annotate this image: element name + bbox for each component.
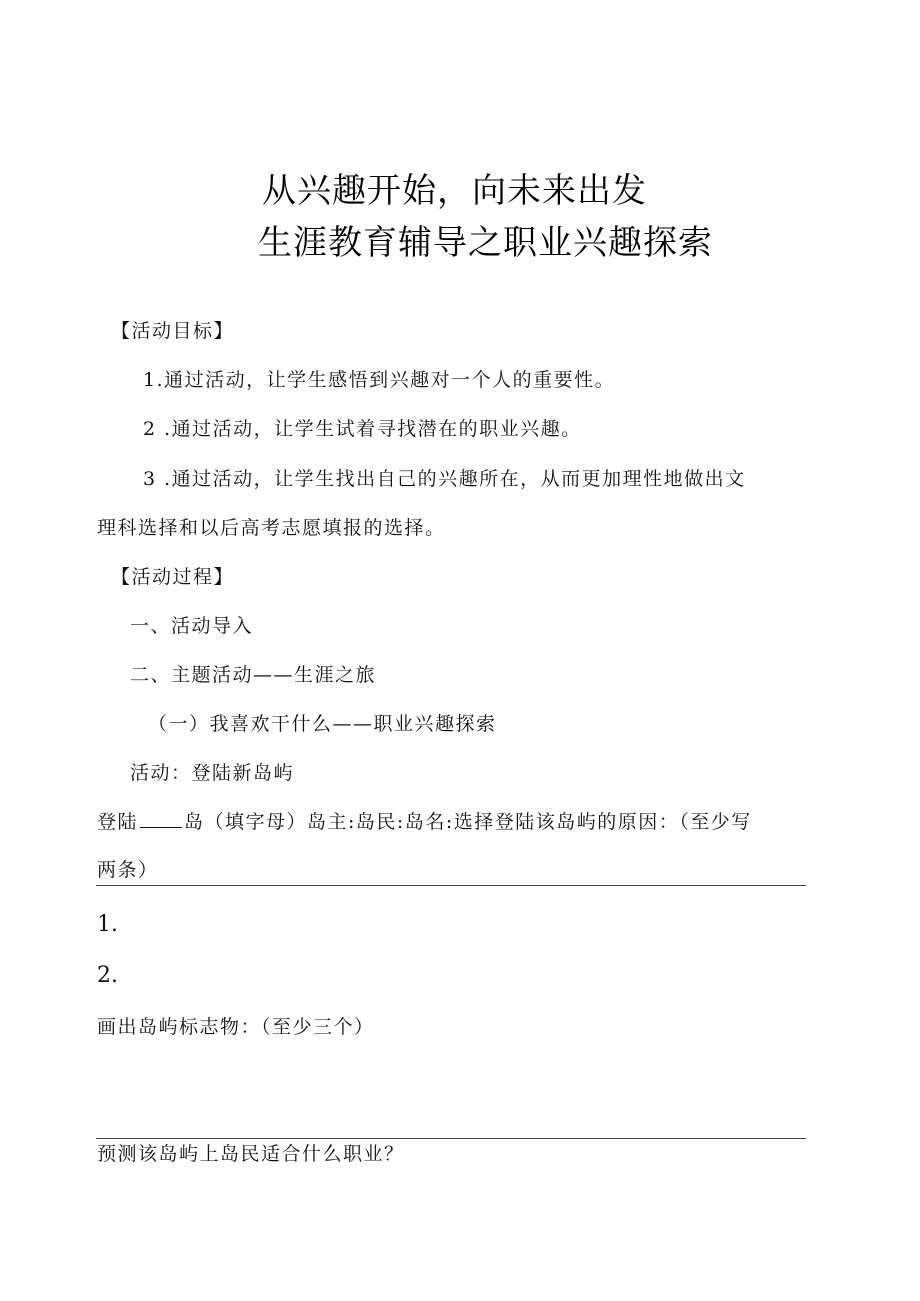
landing-line-continued: 两条） (97, 859, 159, 881)
process-subsection-1: （一）我喜欢干什么——职业兴趣探索 (148, 713, 497, 735)
page-title-line-1: 从兴趣开始，向未来出发 (262, 171, 647, 211)
process-step-1: 一、活动导入 (130, 615, 254, 637)
landing-suffix: 岛（填字母）岛主:岛民:岛名:选择登陆该岛屿的原因：（至少写 (184, 811, 752, 833)
island-letter-blank[interactable] (140, 809, 182, 828)
goal-item-1: 1.通过活动，让学生感悟到兴趣对一个人的重要性。 (143, 369, 616, 391)
reason-2-label: 2. (97, 963, 118, 988)
goals-heading: 【活动目标】 (111, 320, 235, 342)
process-step-2: 二、主题活动——生涯之旅 (130, 664, 377, 686)
divider-line (96, 885, 806, 886)
divider-line (96, 1138, 806, 1139)
goal-item-3: 3 .通过活动，让学生找出自己的兴趣所在，从而更加理性地做出文 (143, 468, 746, 490)
goal-item-2: 2 .通过活动，让学生试着寻找潜在的职业兴趣。 (143, 418, 582, 440)
reason-1-label: 1. (97, 912, 118, 937)
goal-item-3-continued: 理科选择和以后高考志愿填报的选择。 (97, 517, 446, 539)
process-heading: 【活动过程】 (111, 566, 235, 588)
predict-occupation-prompt: 预测该岛屿上岛民适合什么职业？ (97, 1143, 405, 1165)
draw-landmark-prompt: 画出岛屿标志物：（至少三个） (97, 1016, 375, 1038)
landing-prefix: 登陆 (97, 811, 139, 833)
activity-title: 活动：登陆新岛屿 (130, 762, 295, 784)
page-title-line-2: 生涯教育辅导之职业兴趣探索 (258, 223, 713, 263)
landing-line (97, 809, 752, 835)
